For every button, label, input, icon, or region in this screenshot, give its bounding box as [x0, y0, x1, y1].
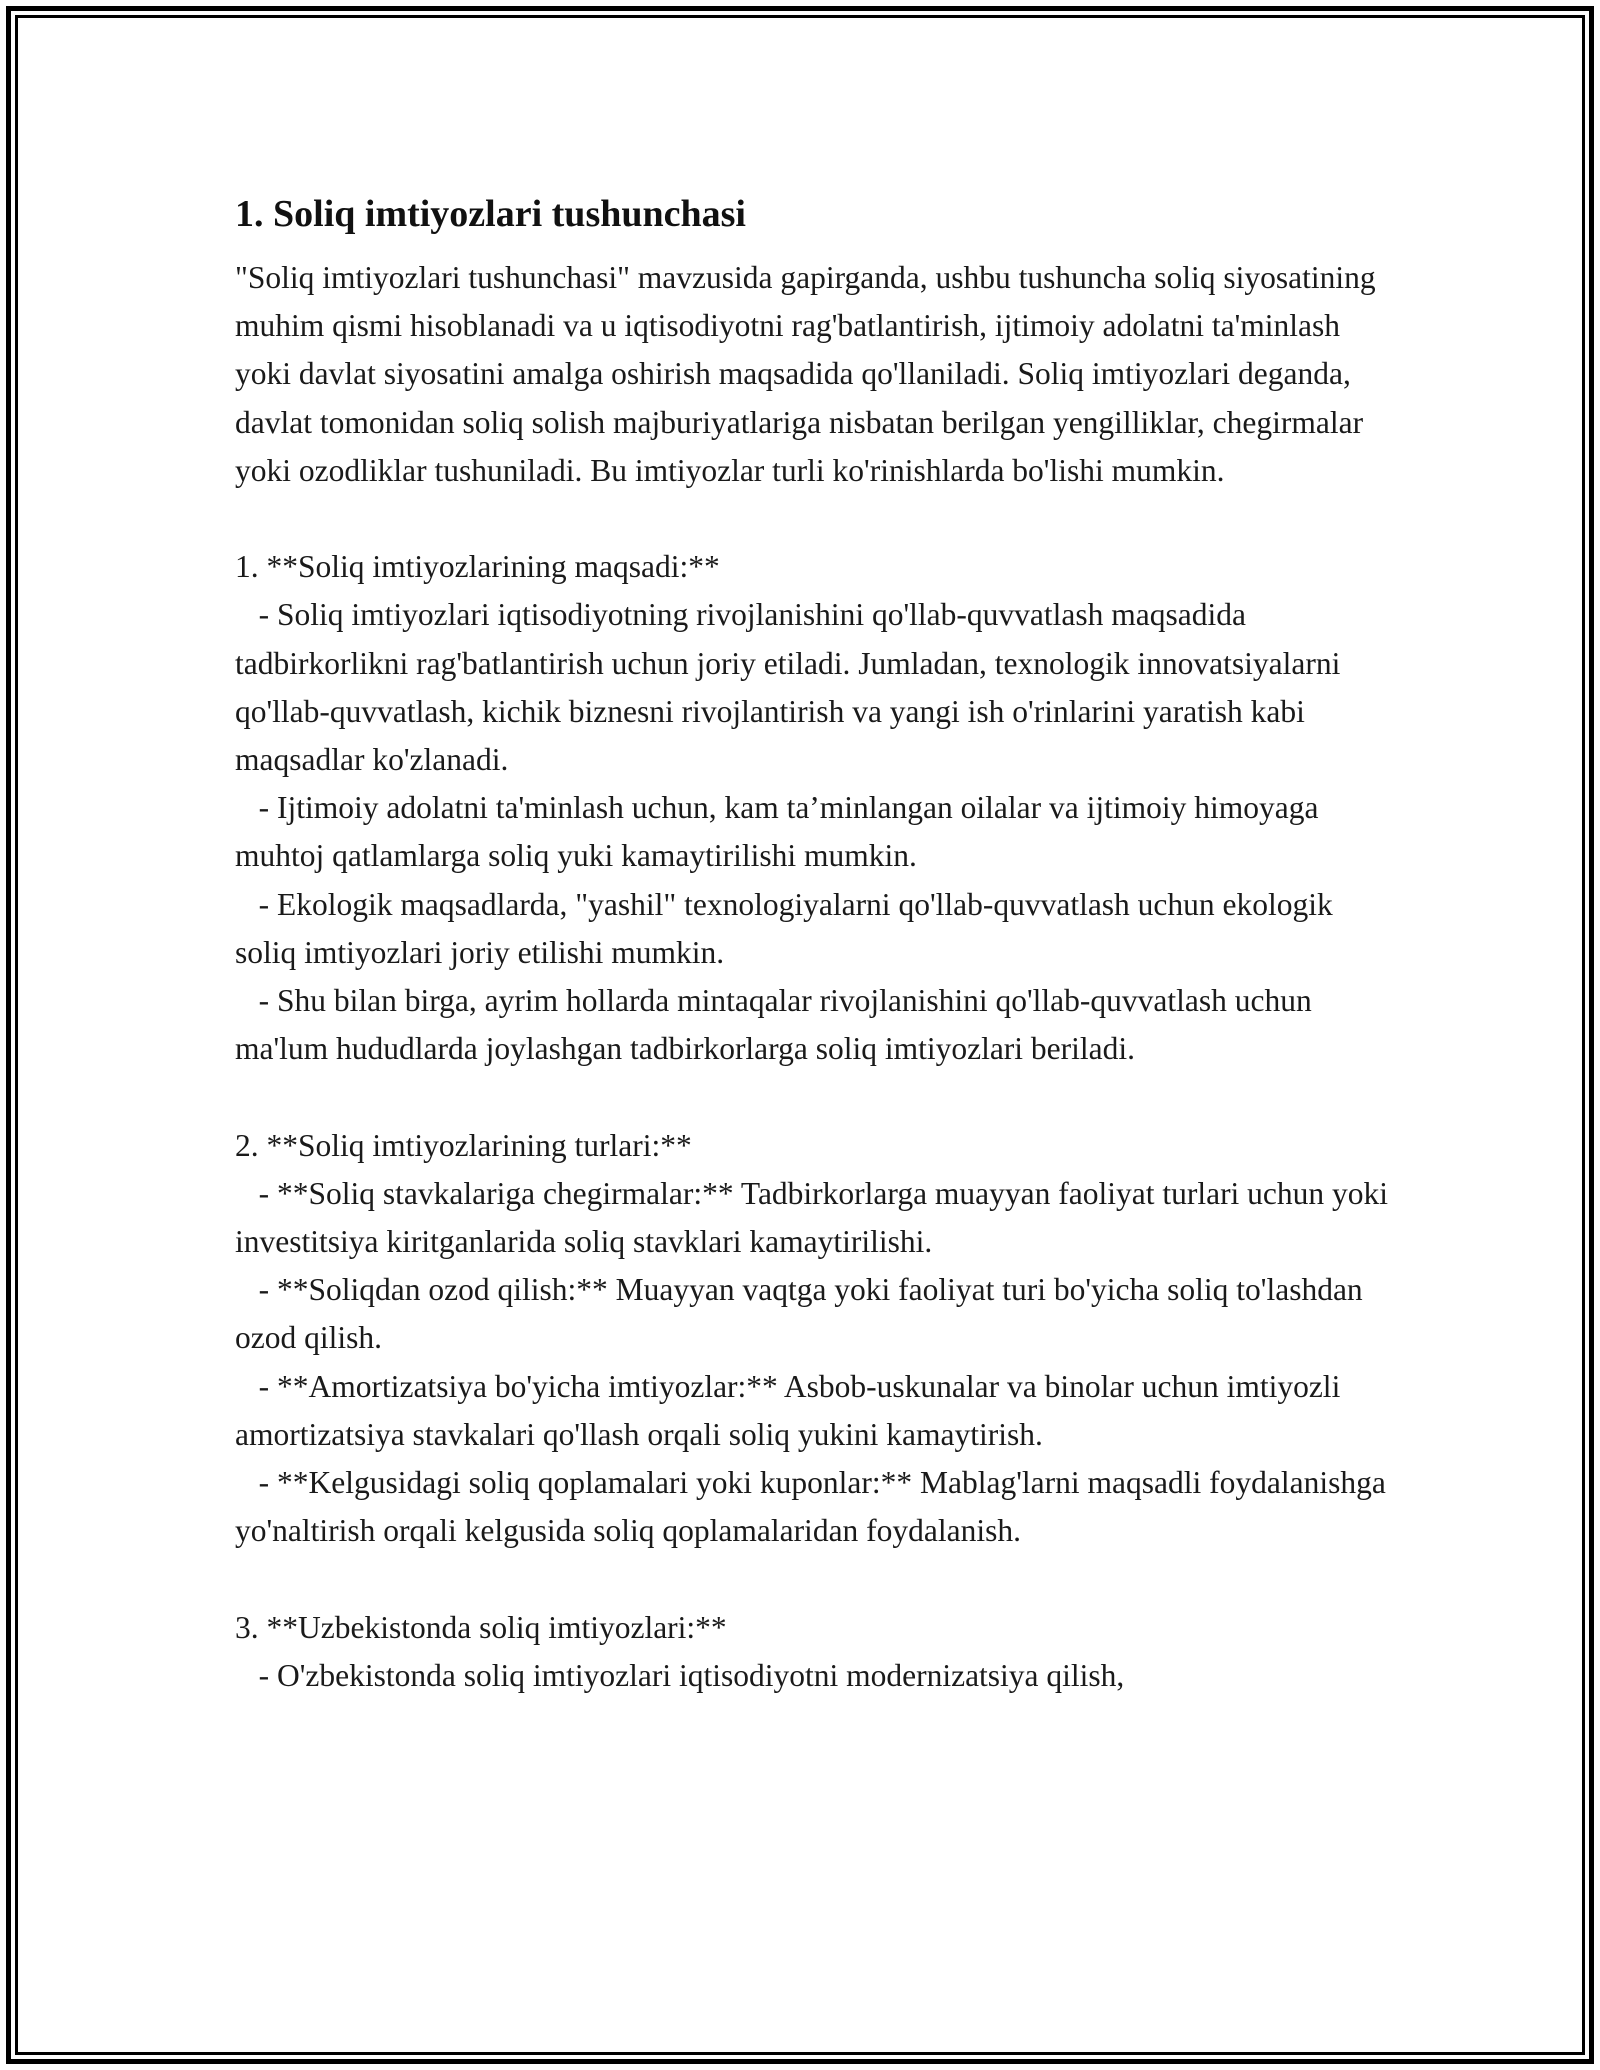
- section-uzbekistan: [235, 1604, 1395, 1700]
- list-item: - Shu bilan birga, ayrim hollarda mintaqalar rivojlanishini qo'llab-quvvatlash uchun ma'lum hududlarda joylashgan tadbirkorlarga soliq imtiyozlari beriladi.: [235, 983, 1320, 1067]
- intro-paragraph: "Soliq imtiyozlari tushunchasi" mavzusida gapirganda, ushbu tushuncha soliq siyosatining muhim qismi hisoblanadi va u iqtisodiyotni rag'batlantirish, ijtimoiy adolatni ta'minlash yoki davlat siyosatini amalga oshirish maqsadida qo'llaniladi. Soliq imtiyozlari deganda, davlat tomonidan soliq solish majburiyatlariga nisbatan berilgan yengilliklar, chegirmalar yoki ozodliklar tushuniladi. Bu imtiyozlar turli ko'rinishlarda bo'lishi mumkin.: [235, 260, 1384, 488]
- section-heading: 3. **Uzbekistonda soliq imtiyozlari:**: [235, 1609, 727, 1645]
- section-goals: [235, 543, 1395, 1073]
- list-item: - Ekologik maqsadlarda, "yashil" texnologiyalarni qo'llab-quvvatlash uchun ekologik soliq imtiyozlari joriy etilishi mumkin.: [235, 886, 1341, 970]
- list-item: - Ijtimoiy adolatni ta'minlash uchun, kam ta’minlangan oilalar va ijtimoiy himoyaga muhtoj qatlamlarga soliq yuki kamaytirilishi mumkin.: [235, 790, 1327, 874]
- list-item: - O'zbekistonda soliq imtiyozlari iqtisodiyotni modernizatsiya qilish,: [235, 1657, 1125, 1693]
- paragraph-spacer: [235, 1073, 1395, 1121]
- document-title: 1. Soliq imtiyozlari tushunchasi: [235, 193, 746, 235]
- section-heading: 1. **Soliq imtiyozlarining maqsadi:**: [235, 549, 720, 585]
- paragraph-spacer: [235, 1555, 1395, 1603]
- section-types: [235, 1122, 1395, 1556]
- list-item: - **Kelgusidagi soliq qoplamalari yoki kuponlar:** Mablag'larni maqsadli foydalanishga yo'naltirish orqali kelgusida soliq qoplamalaridan foydalanish.: [235, 1465, 1394, 1549]
- list-item: - **Soliqdan ozod qilish:** Muayyan vaqtga yoki faoliyat turi bo'yicha soliq to'lashdan ozod qilish.: [235, 1272, 1371, 1356]
- paragraph-spacer: [235, 495, 1395, 543]
- section-heading: 2. **Soliq imtiyozlarining turlari:**: [235, 1127, 692, 1163]
- list-item: - Soliq imtiyozlari iqtisodiyotning rivojlanishini qo'llab-quvvatlash maqsadida tadbirkorlikni rag'batlantirish uchun joriy etiladi. Jumladan, texnologik innovatsiyalarni qo'llab-quvvatlash, kichik biznesni rivojlantirish va yangi ish o'rinlarini yaratish kabi maqsadlar ko'zlanadi.: [235, 597, 1349, 778]
- list-item: - **Amortizatsiya bo'yicha imtiyozlar:** Asbob-uskunalar va binolar uchun imtiyozli amortizatsiya stavkalari qo'llash orqali soliq yukini kamaytirish.: [235, 1368, 1349, 1452]
- list-item: - **Soliq stavkalariga chegirmalar:** Tadbirkorlarga muayyan faoliyat turlari uchun yoki investitsiya kiritganlarida soliq stavklari kamaytirilishi.: [235, 1175, 1396, 1260]
- document-body: [235, 186, 1395, 1700]
